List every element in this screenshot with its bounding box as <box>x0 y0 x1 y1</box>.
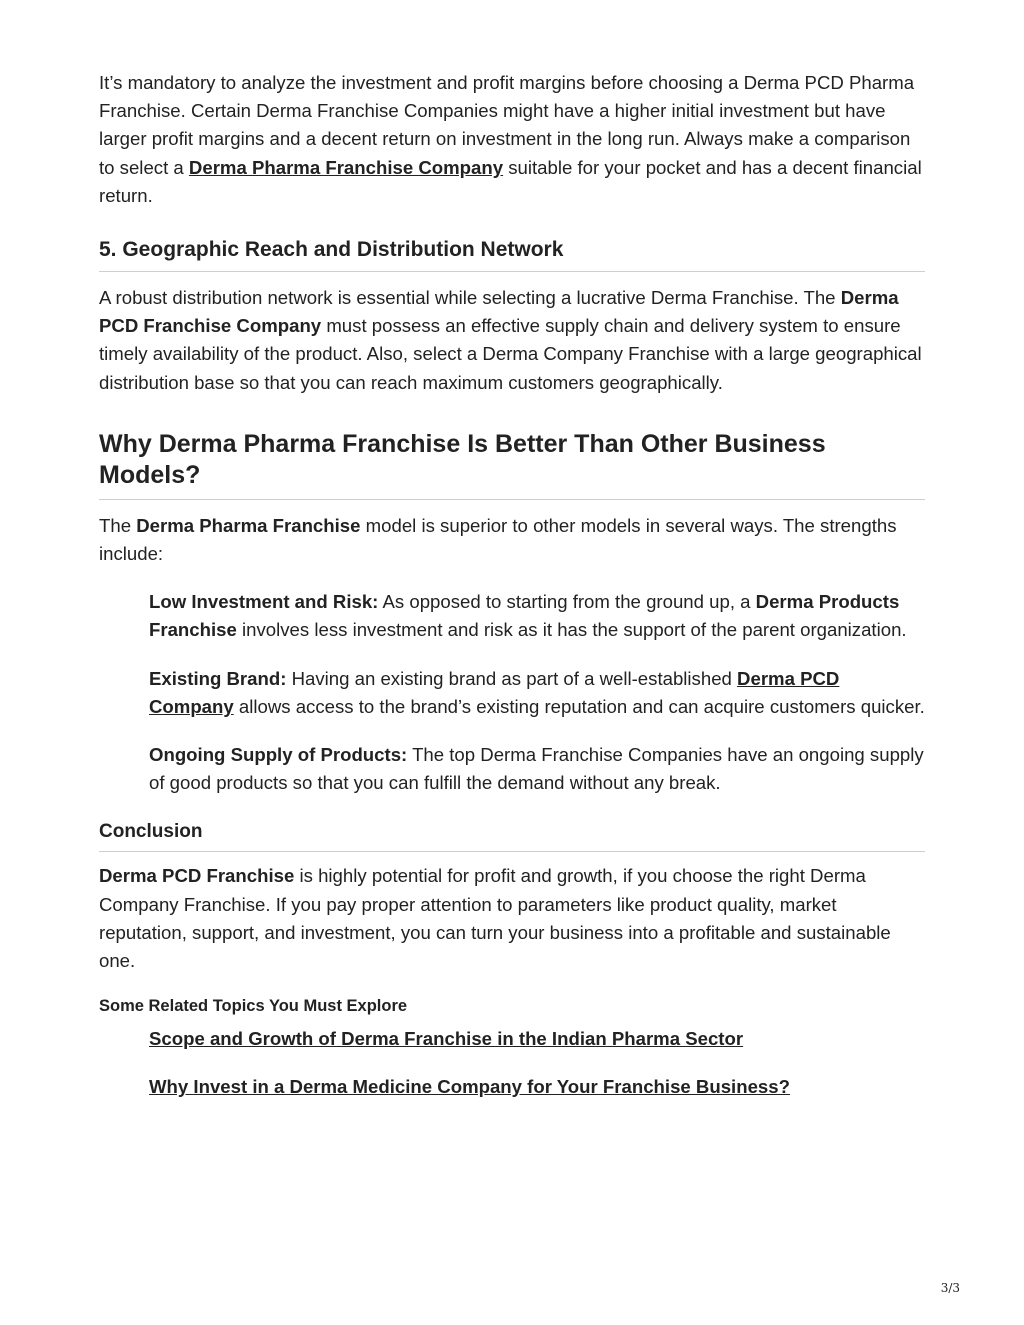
section5-heading: 5. Geographic Reach and Distribution Network <box>99 236 925 272</box>
section5-paragraph <box>99 284 925 397</box>
strength-bold: Derma Products Franchise <box>149 591 900 641</box>
why-section-heading: Why Derma Pharma Franchise Is Better Than Other Business Models? <box>99 429 925 500</box>
intro-text: It’s mandatory to analyze the investment and profit margins before choosing a Derma PCD Pharma Franchise. Certain Derma Franchise Companies might have a higher initial investment but have larger profit margins and a decent return on investment in the long run. Always make a comparison to select a <box>99 72 915 178</box>
why-intro-bold: Derma Pharma Franchise <box>136 514 361 536</box>
intro-text-end: suitable for your pocket and has a decent financial return. <box>99 156 922 206</box>
why-intro-text-end: model is superior to other models in several ways. The strengths include: <box>99 514 897 565</box>
why-intro-paragraph <box>99 512 925 568</box>
section5-bold: Derma PCD Franchise Company <box>99 287 899 337</box>
strength-label: Low Investment and Risk: <box>149 591 379 613</box>
related-topic-link-why-invest[interactable]: Why Invest in a Derma Medicine Company for Your Franchise Business? <box>149 1076 790 1098</box>
strength-item-existing-brand <box>149 665 925 721</box>
strength-item-ongoing-supply <box>149 741 925 797</box>
intro-paragraph <box>99 69 925 210</box>
conclusion-bold: Derma PCD Franchise <box>99 865 295 887</box>
conclusion-heading: Conclusion <box>99 819 925 852</box>
section5-text-end: must possess an effective supply chain and delivery system to ensure timely availability of the product. Also, select a Derma Company Franchise with a large geographical distribution base so that you can reach maximum customers geographically. <box>99 315 922 393</box>
derma-pcd-company-link[interactable]: Derma PCD Company <box>149 667 840 717</box>
strength-text: The top Derma Franchise Companies have an ongoing supply of good products so that you can fulfill the demand without any break. <box>149 744 924 794</box>
why-intro-text: The <box>99 514 137 536</box>
strength-text-end: involves less investment and risk as it has the support of the parent organization. <box>236 619 907 641</box>
related-topic-link-scope-growth[interactable]: Scope and Growth of Derma Franchise in the Indian Pharma Sector <box>149 1028 744 1050</box>
related-topic-item <box>149 1026 925 1052</box>
strength-text: Having an existing brand as part of a well-established <box>286 667 738 689</box>
related-topics-heading: Some Related Topics You Must Explore <box>99 997 408 1016</box>
article-content <box>99 69 925 1100</box>
strength-text: As opposed to starting from the ground up, a <box>378 591 756 613</box>
conclusion-text: is highly potential for profit and growth, if you choose the right Derma Company Franchise. If you pay proper attention to parameters like product quality, market reputation, support, and investment, you can turn your business into a profitable and sustainable one. <box>99 865 891 972</box>
related-topic-item <box>149 1074 925 1100</box>
strength-label: Existing Brand: <box>149 667 287 689</box>
conclusion-paragraph <box>99 862 925 975</box>
page-number: 3/3 <box>940 1281 960 1295</box>
derma-pharma-franchise-company-link[interactable]: Derma Pharma Franchise Company <box>188 156 504 178</box>
strength-item-low-investment <box>149 588 925 644</box>
section5-text: A robust distribution network is essential while selecting a lucrative Derma Franchise. The <box>99 287 841 309</box>
strength-label: Ongoing Supply of Products: <box>149 744 408 766</box>
strength-text-end: allows access to the brand’s existing reputation and can acquire customers quicker. <box>233 695 925 717</box>
